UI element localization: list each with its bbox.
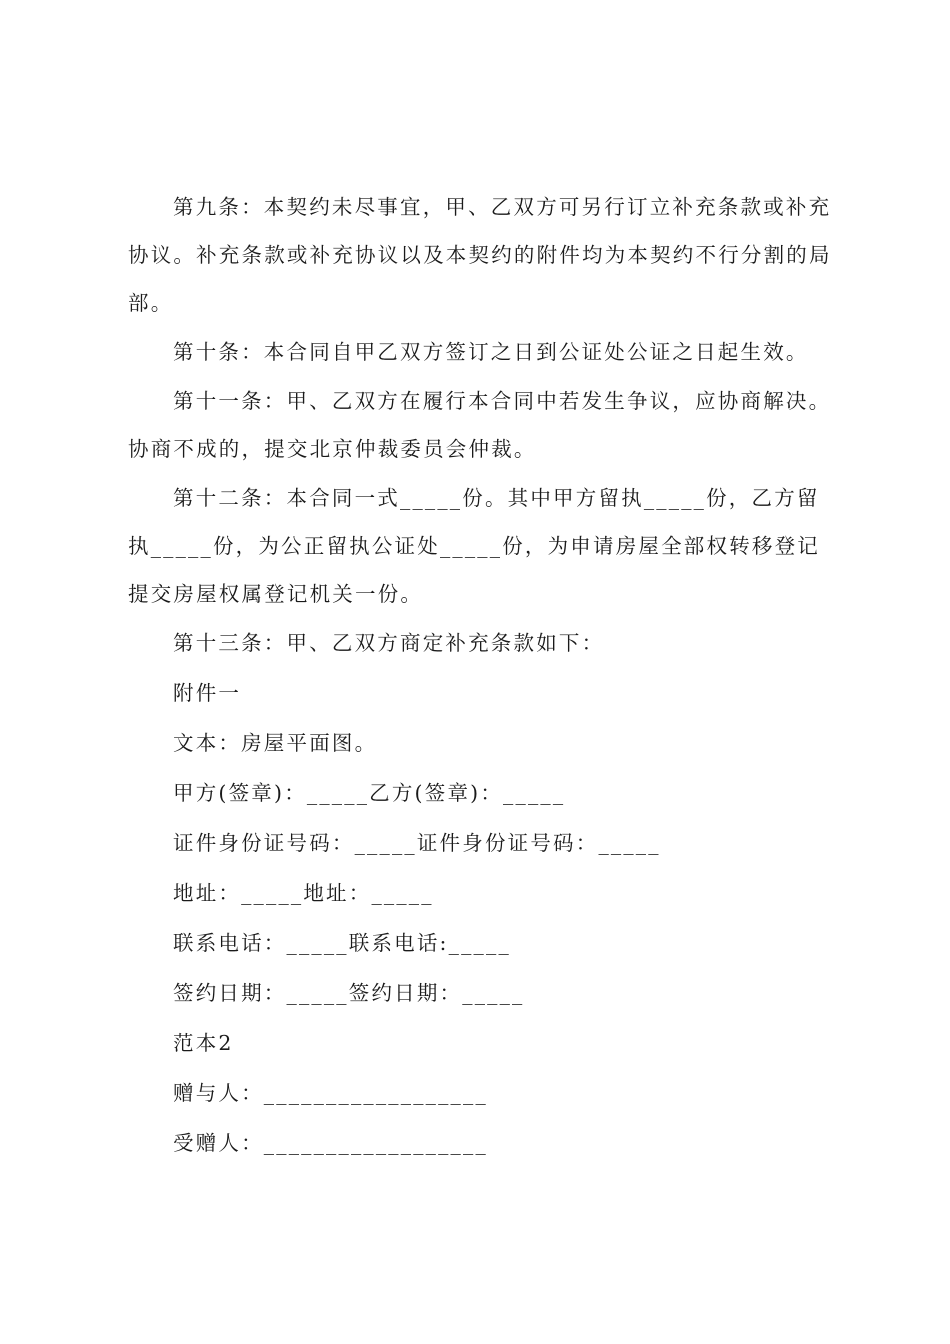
clause-12: 第十二条：本合同一式_____份。其中甲方留执_____份，乙方留执_____份，为公正留执公证处_____份，为申请房屋全部权转移登记提交房屋权属登记机关一份。 [128, 486, 820, 606]
signature-line: 甲方(签章)：_____乙方(签章)：_____ [173, 781, 566, 805]
attachment-heading: 附件一 [173, 681, 242, 705]
clause-9: 第九条：本契约未尽事宜，甲、乙双方可另行订立补充条款或补充协议。补充条款或补充协议以及本契约的附件均为本契约不行分割的局部。 [128, 195, 832, 315]
template-2-heading: 范本2 [173, 1031, 234, 1055]
id-number-line: 证件身份证号码：_____证件身份证号码：_____ [173, 831, 661, 855]
donor-line: 赠与人：__________________ [173, 1081, 488, 1105]
clause-10: 第十条：本合同自甲乙双方签订之日到公证处公证之日起生效。 [173, 340, 809, 364]
clause-11: 第十一条：甲、乙双方在履行本合同中若发生争议，应协商解决。协商不成的，提交北京仲裁委员会仲裁。 [128, 389, 832, 461]
sign-date-line: 签约日期：_____签约日期：_____ [173, 981, 525, 1005]
donee-line: 受赠人：__________________ [173, 1131, 488, 1155]
attachment-text: 文本：房屋平面图。 [173, 731, 378, 755]
address-line: 地址：_____地址：_____ [173, 881, 434, 905]
phone-line: 联系电话：_____联系电话:_____ [173, 931, 511, 955]
clause-13: 第十三条：甲、乙双方商定补充条款如下： [173, 631, 605, 655]
document-body [128, 183, 833, 1168]
